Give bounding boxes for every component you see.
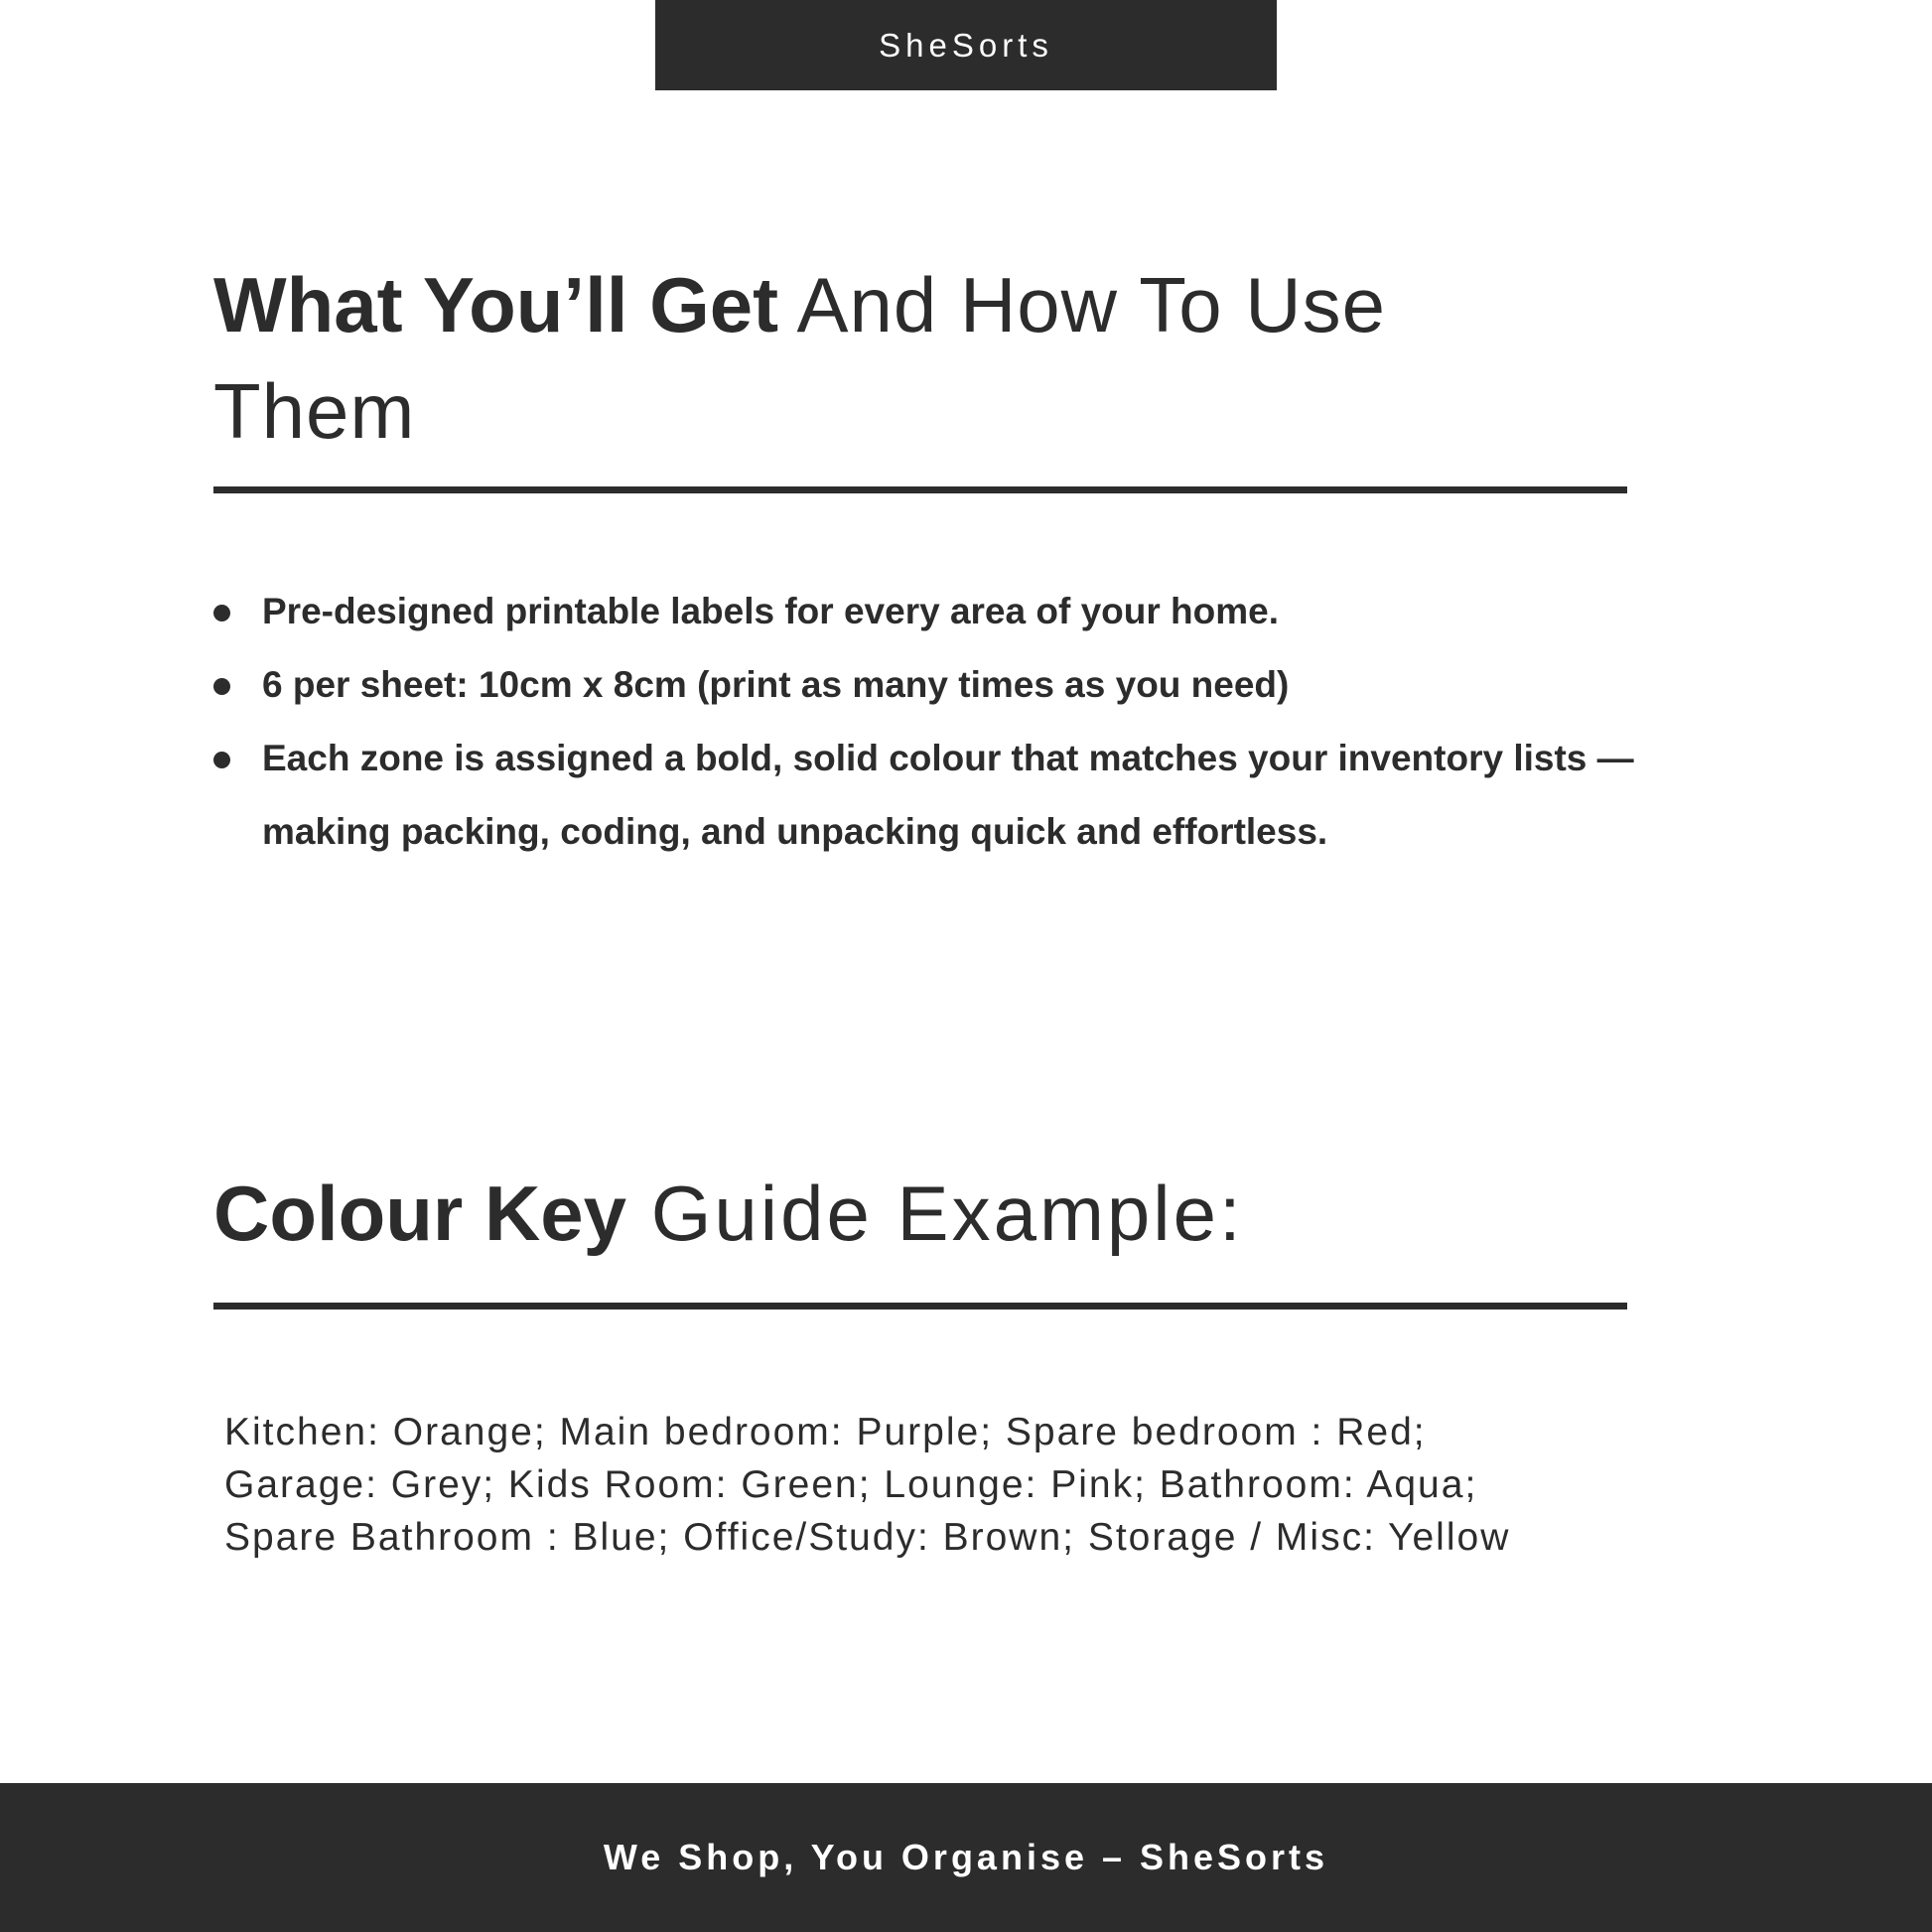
divider <box>213 486 1627 493</box>
section-title-light: Guide Example: <box>626 1170 1244 1257</box>
bullet-icon <box>213 752 230 768</box>
section-title-colour-key <box>213 1164 1244 1263</box>
colour-key-line: Spare Bathroom : Blue; Office/Study: Brown; Storage / Misc: Yellow <box>224 1516 1511 1559</box>
list-item-text: 6 per sheet: 10cm x 8cm (print as many times as you need) <box>262 664 1290 705</box>
section-title-light: And How To Use Them <box>213 261 1387 455</box>
list-item <box>213 722 1703 869</box>
section-title-bold: Colour Key <box>213 1170 627 1257</box>
footer-bar <box>0 1783 1932 1932</box>
colour-key-text <box>224 1406 1714 1564</box>
brand-name: SheSorts <box>879 26 1053 64</box>
bullet-icon <box>213 678 230 695</box>
footer-tagline: We Shop, You Organise – SheSorts <box>603 1837 1329 1877</box>
section-title-what-youll-get <box>213 252 1405 465</box>
colour-key-line: Kitchen: Orange; Main bedroom: Purple; Spare bedroom : Red; <box>224 1411 1427 1453</box>
brand-tab <box>655 0 1277 90</box>
list-item-text: Pre-designed printable labels for every area of your home. <box>262 591 1279 631</box>
list-item <box>213 648 1703 722</box>
list-item <box>213 575 1703 648</box>
list-item-text: Each zone is assigned a bold, solid colour that matches your inventory lists — making packing, coding, and unpacking quick and effortless. <box>262 738 1634 852</box>
feature-list <box>213 575 1703 869</box>
section-title-bold: What You’ll Get <box>213 261 779 348</box>
colour-key-line: Garage: Grey; Kids Room: Green; Lounge: Pink; Bathroom: Aqua; <box>224 1463 1478 1506</box>
divider <box>213 1303 1627 1310</box>
bullet-icon <box>213 605 230 621</box>
